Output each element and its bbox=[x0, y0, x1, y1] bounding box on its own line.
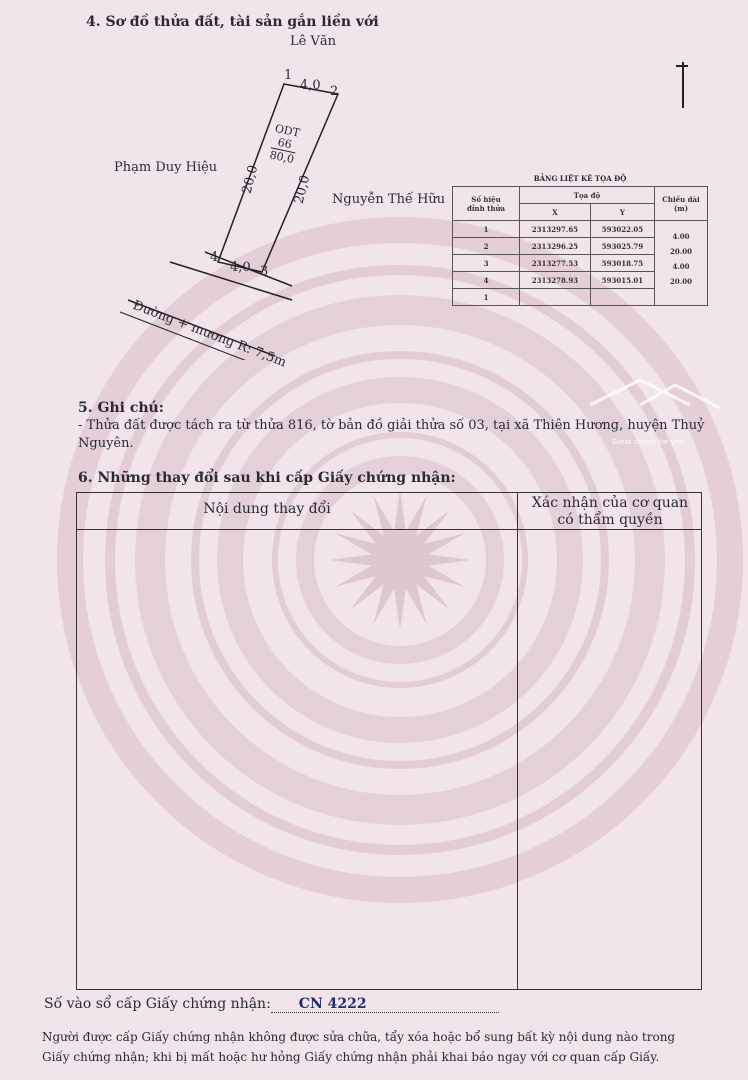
coords-header-y: Y bbox=[590, 204, 654, 221]
corner-label-4: 4 bbox=[210, 250, 219, 265]
register-number-label: Số vào sổ cấp Giấy chứng nhận: CN 4222 bbox=[44, 996, 499, 1013]
coords-table-title: BẢNG LIỆT KÊ TỌA ĐỘ bbox=[533, 174, 627, 183]
section-5-note-line1: - Thửa đất được tách ra từ thửa 816, tờ bản đồ giải thửa số 03, tại xã Thiên Hương, huyện Thuỷ bbox=[78, 418, 705, 433]
coords-header-length: Chiều dài (m) bbox=[655, 187, 708, 221]
register-number-value: CN 4222 bbox=[271, 996, 499, 1013]
table-row: 3 2313277.53 593018.75 bbox=[453, 255, 708, 272]
coords-table bbox=[452, 186, 708, 306]
edge-bottom-length: 4,0 bbox=[230, 260, 251, 275]
neighbor-right-label: Nguyễn Thế Hữu bbox=[332, 192, 446, 207]
footer-note-line2: Giấy chứng nhận; khi bị mất hoặc hư hỏng Giấy chứng nhận phải khai báo ngay với cơ quan cấp Giấy. bbox=[42, 1050, 660, 1064]
neighbor-top-label: Lê Văn bbox=[290, 34, 336, 49]
edge-top-length: 4,0 bbox=[300, 78, 321, 93]
footer-note-line1: Người được cấp Giấy chứng nhận không được sửa chữa, tẩy xóa hoặc bổ sung bất kỳ nội dung nào trong bbox=[42, 1030, 676, 1044]
coords-header-id: Số hiệu đỉnh thửa bbox=[453, 187, 520, 221]
table-row: 1 2313297.65 593022.05 4.00 20.00 4.00 20.00 bbox=[453, 221, 708, 238]
section-6-title: 6. Những thay đổi sau khi cấp Giấy chứng nhận: bbox=[78, 470, 456, 486]
parcel-type: ODT bbox=[273, 121, 302, 140]
changes-col-content: Nội dung thay đổi bbox=[203, 501, 331, 517]
neighbor-left-label: Phạm Duy Hiệu bbox=[114, 160, 218, 175]
table-row: 2 2313296.25 593025.79 bbox=[453, 238, 708, 255]
parcel-number: 66 bbox=[276, 135, 293, 152]
section-5-title: 5. Ghi chú: bbox=[78, 400, 164, 416]
section-4-title: 4. Sơ đồ thửa đất, tài sản gắn liền với bbox=[86, 14, 379, 30]
section-5-note-line2: Nguyên. bbox=[78, 436, 134, 451]
changes-col-confirm: Xác nhận của cơ quan có thẩm quyền bbox=[531, 495, 689, 528]
edge-left-length: 20,0 bbox=[239, 163, 262, 196]
table-row: 4 2313278.93 593015.01 bbox=[453, 272, 708, 289]
road-label: Đường + mương R: 7,5m bbox=[130, 298, 289, 371]
corner-label-3: 3 bbox=[260, 264, 269, 279]
changes-table bbox=[76, 492, 702, 990]
coords-header-coord: Tọa độ bbox=[520, 187, 655, 204]
corner-label-2: 2 bbox=[330, 84, 339, 99]
coords-lengths: 4.00 20.00 4.00 20.00 bbox=[655, 221, 708, 306]
watermark-tagline: Great choice for you bbox=[612, 438, 684, 446]
coords-header-x: X bbox=[520, 204, 591, 221]
table-row: 1 bbox=[453, 289, 708, 306]
parcel-area: 80,0 bbox=[268, 148, 296, 167]
edge-right-length: 20,0 bbox=[291, 173, 314, 206]
corner-label-1: 1 bbox=[284, 68, 293, 83]
